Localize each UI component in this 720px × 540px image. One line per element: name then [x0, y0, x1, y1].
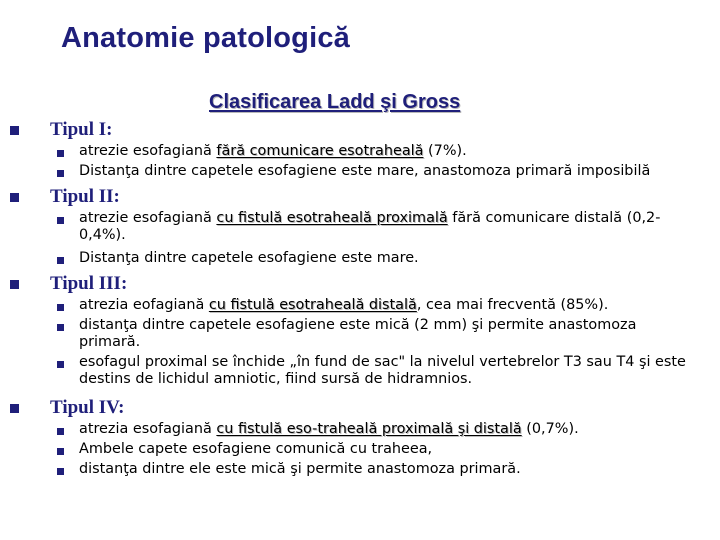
section-heading: Tipul II:: [50, 186, 120, 207]
list-item: Ambele capete esofagiene comunică cu traheea,: [79, 441, 433, 457]
bullet-square-icon: [57, 257, 64, 264]
bullet-square-icon: [10, 193, 19, 202]
bullet-square-icon: [57, 150, 64, 157]
list-item: distanţa dintre ele este mică şi permite anastomoza primară.: [79, 461, 521, 477]
list-item: atrezie esofagiană cu fistulă esotraheală proximală fără comunicare distală (0,2-0,4%).: [79, 210, 661, 243]
bullet-square-icon: [57, 468, 64, 475]
list-item: esofagul proximal se închide „în fund de sac" la nivelul vertebrelor T3 sau T4 şi este destins de lichidul amniotic, fiind sursă de hidramnios.: [79, 354, 686, 387]
list-item: atrezie esofagiană fără comunicare esotraheală (7%).: [79, 143, 467, 159]
slide-subtitle: Clasificarea Ladd şi Gross: [209, 91, 461, 113]
slide-title: Anatomie patologică: [61, 22, 350, 54]
bullet-square-icon: [10, 126, 19, 135]
list-item: distanţa dintre capetele esofagiene este mică (2 mm) şi permite anastomoza primară.: [79, 317, 637, 350]
section-heading: Tipul I:: [50, 119, 113, 140]
bullet-square-icon: [57, 217, 64, 224]
bullet-square-icon: [57, 361, 64, 368]
bullet-square-icon: [57, 428, 64, 435]
list-item: atrezia eofagiană cu fistulă esotraheală distală, cea mai frecventă (85%).: [79, 297, 609, 313]
list-item: Distanţa dintre capetele esofagiene este mare.: [79, 250, 419, 266]
bullet-square-icon: [57, 448, 64, 455]
bullet-square-icon: [10, 404, 19, 413]
bullet-square-icon: [57, 304, 64, 311]
bullet-square-icon: [57, 324, 64, 331]
list-item: atrezia esofagiană cu fistulă eso-traheală proximală şi distală (0,7%).: [79, 421, 579, 437]
section-heading: Tipul III:: [50, 273, 128, 294]
list-item: Distanţa dintre capetele esofagiene este mare, anastomoza primară imposibilă: [79, 163, 651, 179]
bullet-square-icon: [10, 280, 19, 289]
bullet-square-icon: [57, 170, 64, 177]
section-heading: Tipul IV:: [50, 397, 125, 418]
